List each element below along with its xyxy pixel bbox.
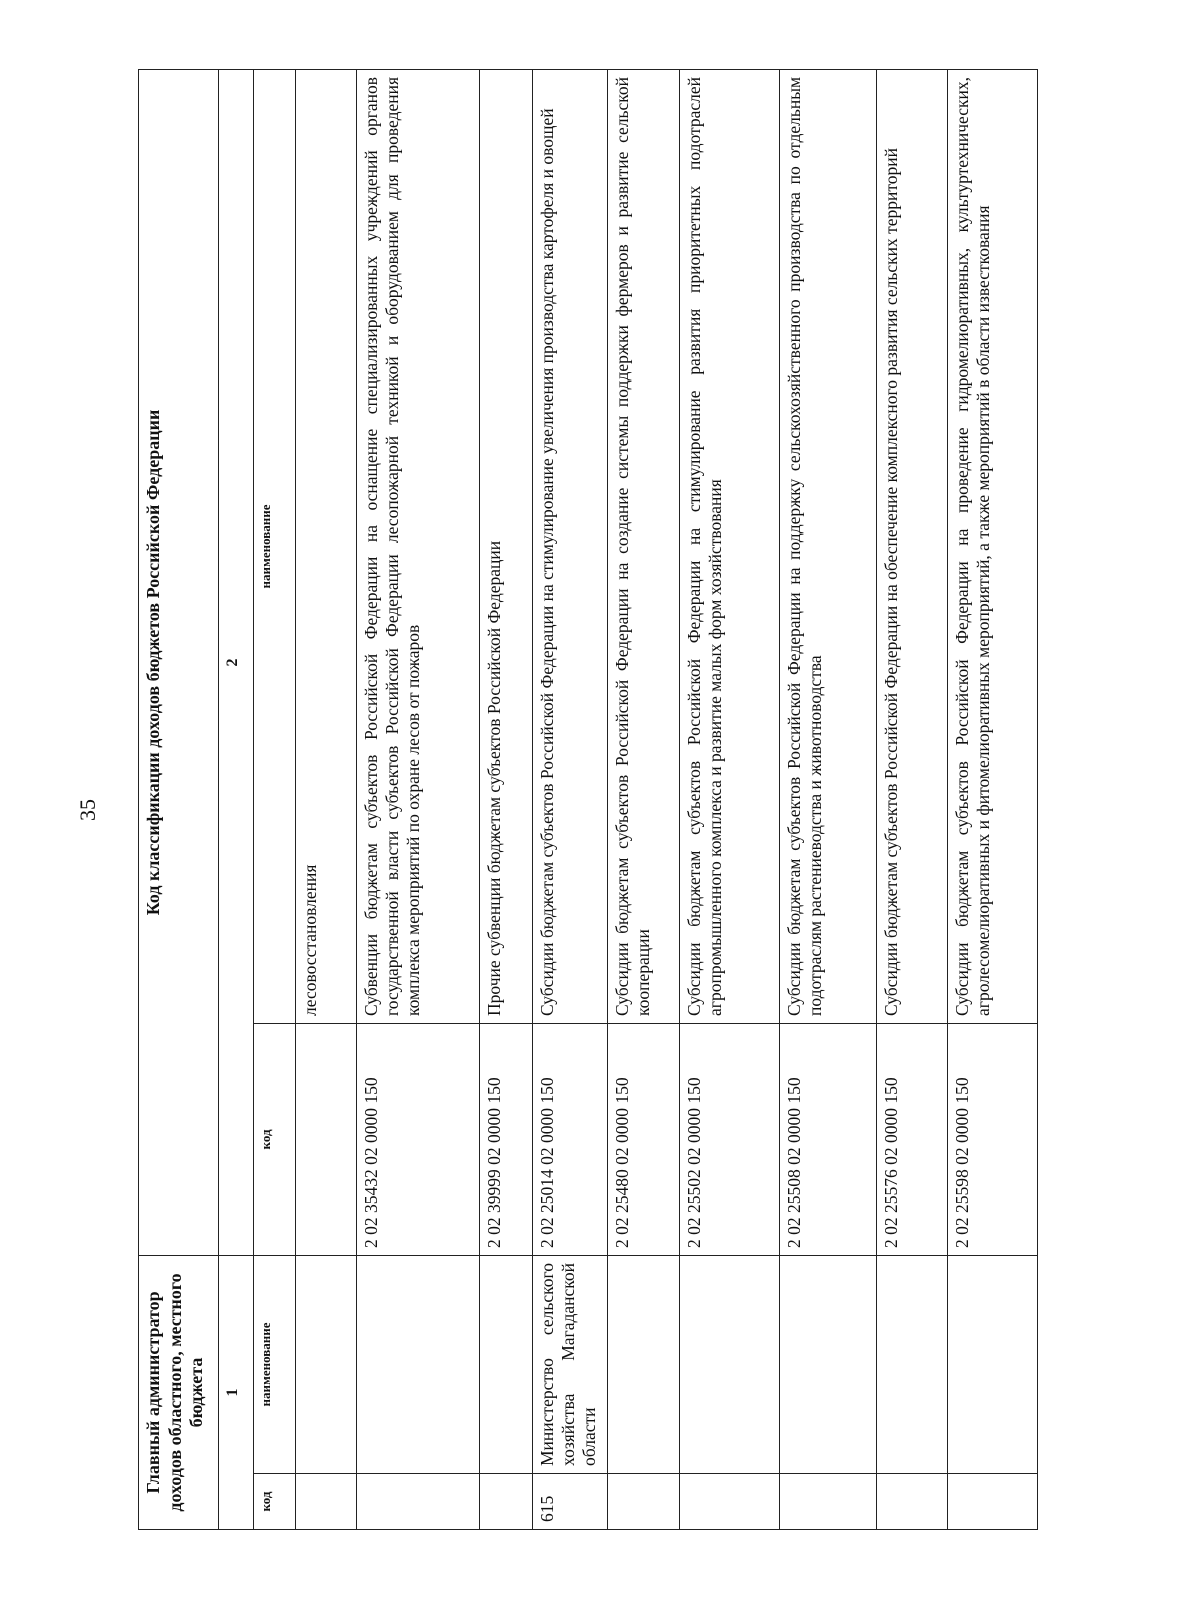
- revenue-code-cell: 2 02 25502 02 0000 150: [679, 1023, 780, 1255]
- revenue-code-cell: 2 02 39999 02 0000 150: [480, 1023, 532, 1255]
- header-admin-code-label: код: [254, 1474, 296, 1530]
- header-name-label: наименование: [254, 69, 296, 1023]
- revenue-name-cell: лесовосстановления: [296, 69, 357, 1023]
- revenue-name-cell: Субсидии бюджетам субъектов Российской Федерации на стимулирование увеличения производства картофеля и овощей: [532, 69, 607, 1023]
- admin-name-cell: [780, 1255, 876, 1473]
- revenue-code-cell: 2 02 25598 02 0000 150: [947, 1023, 1037, 1255]
- revenue-code-cell: [296, 1023, 357, 1255]
- table-row: [532, 69, 607, 1529]
- admin-code-cell: [608, 1474, 679, 1530]
- revenue-name-cell: Субвенции бюджетам субъектов Российской Федерации на оснащение специализированных учреждений органов государственной власти субъектов Российской Федерации лесопожарной техникой и оборудованием для проведения комплекса мероприятий по охране лесов от пожаров: [356, 69, 480, 1023]
- admin-code-cell: 615: [532, 1474, 607, 1530]
- admin-name-cell: [679, 1255, 780, 1473]
- header-admin-name-label: наименование: [254, 1255, 296, 1473]
- admin-code-cell: [876, 1474, 947, 1530]
- revenue-name-cell: Субсидии бюджетам субъектов Российской Федерации на стимулирование развития приоритетных подотраслей агропромышленного комплекса и развитие малых форм хозяйствования: [679, 69, 780, 1023]
- admin-code-cell: [780, 1474, 876, 1530]
- revenue-classification-table: [138, 69, 1038, 1530]
- table-row: [480, 69, 532, 1529]
- table-row: [296, 69, 357, 1529]
- admin-name-cell: [947, 1255, 1037, 1473]
- header-code-label: код: [254, 1023, 296, 1255]
- revenue-name-cell: Субсидии бюджетам субъектов Российской Федерации на обеспечение комплексного развития сельских территорий: [876, 69, 947, 1023]
- table-row: [876, 69, 947, 1529]
- revenue-name-cell: Субсидии бюджетам субъектов Российской Федерации на создание системы поддержки фермеров и развитие сельской кооперации: [608, 69, 679, 1023]
- admin-name-cell: Министерство сельского хозяйства Магаданской области: [532, 1255, 607, 1473]
- admin-code-cell: [296, 1474, 357, 1530]
- table-row: [947, 69, 1037, 1529]
- header-admin-title: Главный администратор доходов областного, местного бюджета: [139, 1255, 219, 1529]
- revenue-code-cell: 2 02 25576 02 0000 150: [876, 1023, 947, 1255]
- table-row: [608, 69, 679, 1529]
- header-classification-title: Код классификации доходов бюджетов Российской Федерации: [139, 69, 219, 1255]
- table-row: [356, 69, 480, 1529]
- header-column-number-2: 2: [219, 69, 254, 1255]
- revenue-code-cell: 2 02 25508 02 0000 150: [780, 1023, 876, 1255]
- admin-code-cell: [679, 1474, 780, 1530]
- revenue-name-cell: Субсидии бюджетам субъектов Российской Федерации на проведение гидромелиоративных, культуртехнических, агролесомелиоративных и фитомелиоративных мероприятий, а также мероприятий в области известкования: [947, 69, 1037, 1023]
- table-row: [780, 69, 876, 1529]
- admin-code-cell: [947, 1474, 1037, 1530]
- table-row: [679, 69, 780, 1529]
- revenue-code-cell: 2 02 35432 02 0000 150: [356, 1023, 480, 1255]
- admin-code-cell: [480, 1474, 532, 1530]
- admin-name-cell: [356, 1255, 480, 1473]
- admin-name-cell: [608, 1255, 679, 1473]
- header-column-number-1: 1: [219, 1255, 254, 1529]
- revenue-name-cell: Прочие субвенции бюджетам субъектов Российской Федерации: [480, 69, 532, 1023]
- admin-code-cell: [356, 1474, 480, 1530]
- page-number: 35: [75, 799, 100, 821]
- admin-name-cell: [480, 1255, 532, 1473]
- revenue-code-cell: 2 02 25014 02 0000 150: [532, 1023, 607, 1255]
- admin-name-cell: [876, 1255, 947, 1473]
- admin-name-cell: [296, 1255, 357, 1473]
- rotated-table-frame: [138, 70, 1038, 1530]
- revenue-code-cell: 2 02 25480 02 0000 150: [608, 1023, 679, 1255]
- revenue-name-cell: Субсидии бюджетам субъектов Российской Федерации на поддержку сельскохозяйственного производства по отдельным подотраслям растениеводства и животноводства: [780, 69, 876, 1023]
